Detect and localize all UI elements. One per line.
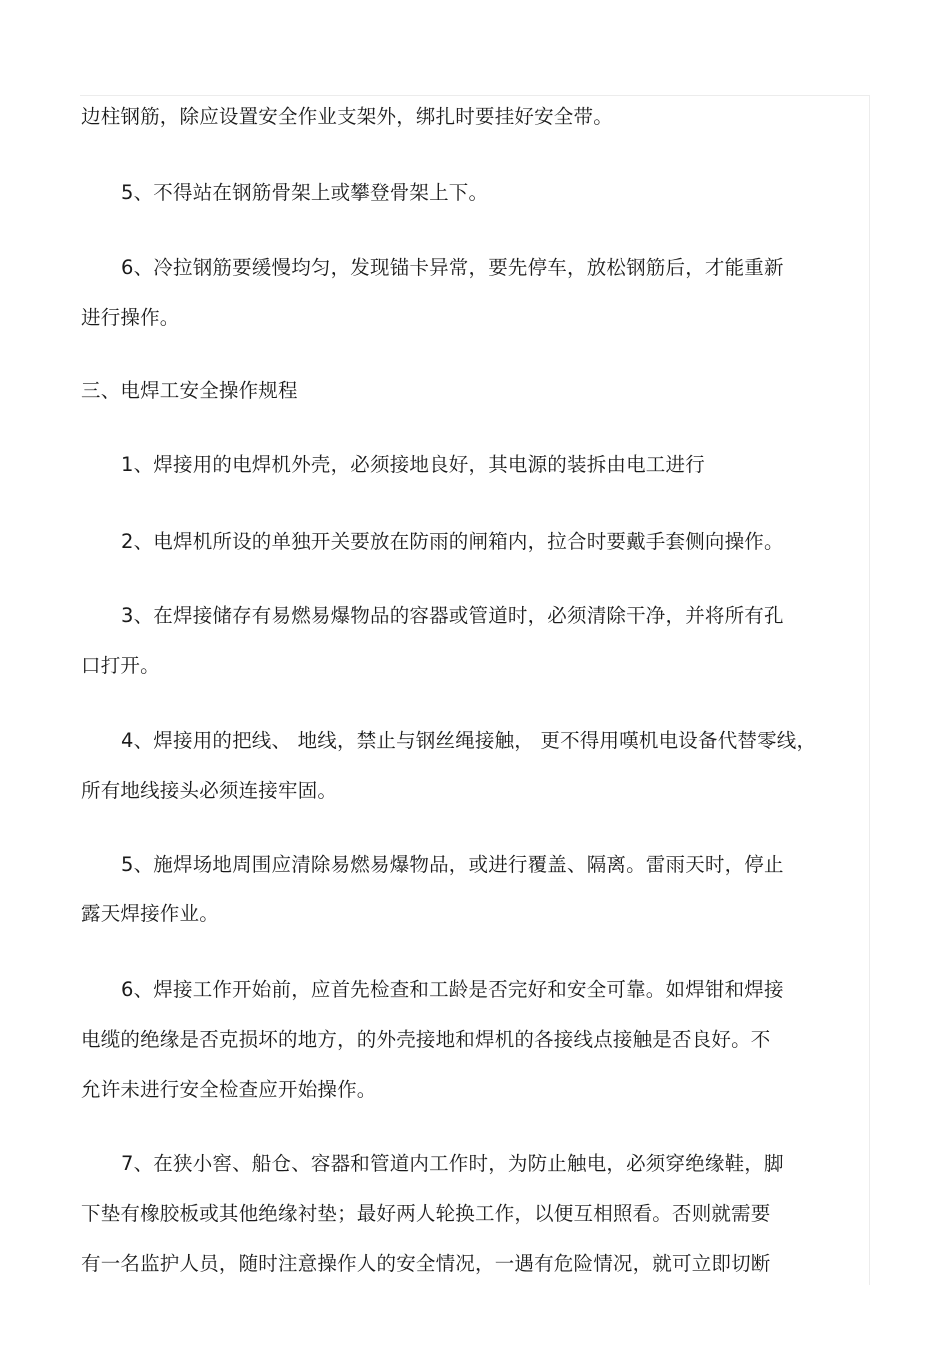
list-item-6b: 6、焊接工作开始前，应首先检查和工龄是否完好和安全可靠。如焊钳和焊接 xyxy=(121,978,784,1001)
list-item-3: 3、在焊接储存有易燃易爆物品的容器或管道时，必须清除干净，并将所有孔 xyxy=(121,604,784,627)
list-item-4: 4、焊接用的把线、 地线，禁止与钢丝绳接触， 更不得用嘆机电设备代替零线， xyxy=(121,729,817,752)
list-item-1: 1、焊接用的电焊机外壳，必须接地良好，其电源的装拆由电工进行 xyxy=(121,453,705,476)
page-border-right xyxy=(869,95,870,1285)
text-line: 口打开。 xyxy=(81,654,160,677)
text-line: 露天焊接作业。 xyxy=(81,902,219,925)
list-item-2: 2、电焊机所设的单独开关要放在防雨的闸箱内，拉合时要戴手套侧向操作。 xyxy=(121,530,784,553)
text-line: 边柱钢筋，除应设置安全作业支架外，绑扎时要挂好安全带。 xyxy=(81,105,613,128)
text-line: 有一名监护人员，随时注意操作人的安全情况，一遇有危险情况，就可立即切断 xyxy=(81,1252,771,1275)
list-item-5b: 5、施焊场地周围应清除易燃易爆物品，或进行覆盖、隔离。雷雨天时，停止 xyxy=(121,853,784,876)
text-line: 允许未进行安全检查应开始操作。 xyxy=(81,1078,377,1101)
list-item-5: 5、不得站在钢筋骨架上或攀登骨架上下。 xyxy=(121,181,489,204)
section-heading: 三、电焊工安全操作规程 xyxy=(81,379,298,402)
list-item-7: 7、在狭小窖、船仓、容器和管道内工作时，为防止触电，必须穿绝缘鞋，脚 xyxy=(121,1152,784,1175)
text-line: 进行操作。 xyxy=(81,306,180,329)
page-border-top xyxy=(80,95,870,96)
list-item-6: 6、冷拉钢筋要缓慢均匀，发现锚卡异常，要先停车，放松钢筋后，才能重新 xyxy=(121,256,784,279)
text-line: 电缆的绝缘是否克损坏的地方，的外壳接地和焊机的各接线点接触是否良好。不 xyxy=(81,1028,771,1051)
text-line: 下垫有橡胶板或其他绝缘衬垫；最好两人轮换工作，以便互相照看。否则就需要 xyxy=(81,1202,771,1225)
text-line: 所有地线接头必须连接牢固。 xyxy=(81,779,338,802)
